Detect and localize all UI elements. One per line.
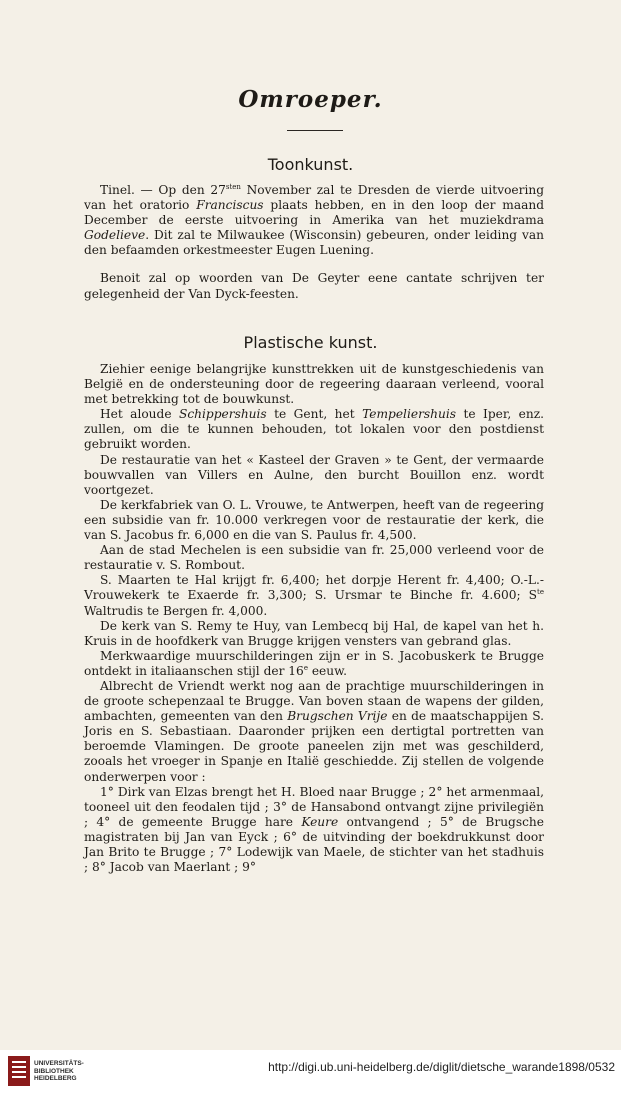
section-title-toonkunst: Toonkunst.	[267, 155, 354, 174]
paragraph-kerkfabriek: De kerkfabriek van O. L. Vrouwe, te Antwerpen, heeft van de regeering een subsidie van fr. 10.000 verkregen voor de restauratie der kerk, die van S. Jacobus fr. 6,000 en die van S. Paulus fr. 4,500.	[84, 497, 544, 543]
library-name: UNIVERSITÄTS- BIBLIOTHEK HEIDELBERG	[34, 1060, 84, 1082]
paragraph-remy: De kerk van S. Remy te Huy, van Lembecq bij Hal, de kapel van het h. Kruis in de hoofdkerk van Brugge krijgen vensters van gebrand glas.	[84, 618, 544, 648]
paragraph-onderwerpen: 1° Dirk van Elzas brengt het H. Bloed naar Brugge ; 2° het armenmaal, tooneel uit den feodalen tijd ; 3° de Hansabond ontvangt zijne privilegiën ; 4° de gemeente Brugge hare Keure ontvangend ; 5° de Brugsche magistraten bij Jan van Eyck ; 6° de uitvinding der boekdrukkunst door Jan Brito te Brugge ; 7° Lodewijk van Maele, de stichter van het stadhuis ; 8° Jacob van Maerlant ; 9°	[84, 784, 544, 875]
paragraph-maarten: S. Maarten te Hal krijgt fr. 6,400; het dorpje Herent fr. 4,400; O.-L.-Vrouwekerk te Exaerde fr. 3,300; S. Ursmar te Binche fr. 4.600; $S^{te}$ Waltrudis te Bergen fr. 4,000.	[84, 573, 544, 618]
paragraph-vriendt: Albrecht de Vriendt werkt nog aan de prachtige muurschilderingen in de groote schepenzaal te Brugge. Van boven staan de wapens der gilden, ambachten, gemeenten van den Brugschen Vrije en de maatschappijen S. Joris en S. Sebastiaan. Daaronder prijken een dertigtal portretten van beroemde Vlamingen. De groote paneelen zijn met was geschilderd, zooals het vroeger in Spanje en Italië geschiedde. Zij stellen de volgende onderwerpen voor :	[84, 678, 544, 784]
paragraph-tinel: Tinel. — Op den $27^{sten}$ November zal te Dresden de vierde uitvoering van het oratorio Franciscus plaats hebben, en in den loop der maand December de eerste uitvoering in Amerika van het muziekdrama Godelieve. Dit zal te Milwaukee (Wisconsin) gebeuren, onder leiding van den befaamden orkestmeester Eugen Luening.	[84, 182, 544, 258]
paragraph-intro: Ziehier eenige belangrijke kunsttrekken uit de kunstgeschiedenis van België en de ondersteuning door de regeering daaraan verleend, vooral met betrekking tot de bouwkunst.	[84, 362, 544, 407]
toonkunst-text	[84, 183, 544, 302]
paragraph-schippershuis: Het aloude Schippershuis te Gent, het Tempeliershuis te Iper, enz. zullen, om die te kunnen behouden, tot lokalen voor den postdienst gebruikt worden.	[84, 407, 544, 452]
paragraph-muurschilderingen: Merkwaardige muurschilderingen zijn er in S. Jacobuskerk te Brugge ontdekt in italiaanschen stijl der 16e eeuw.	[84, 648, 544, 678]
paragraph-kasteel: De restauratie van het « Kasteel der Graven » te Gent, der vermaarde bouwvallen van Villers en Aulne, den burcht Bouillon enz. wordt voortgezet.	[84, 452, 544, 497]
paragraph-benoit: Benoit zal op woorden van De Geyter eene cantate schrijven ter gelegenheid der Van Dyck-feesten.	[84, 271, 544, 301]
section-title-plastische: Plastische kunst.	[243, 333, 378, 352]
paragraph-mechelen: Aan de stad Mechelen is een subsidie van fr. 25,000 verleend voor de restauratie v. S. Rombout.	[84, 543, 544, 573]
page-heading: Omroeper.	[238, 86, 383, 113]
source-url-link[interactable]: http://digi.ub.uni-heidelberg.de/diglit/dietsche_warande1898/0532	[268, 1060, 615, 1074]
heading-rule	[287, 130, 343, 131]
plastische-text	[84, 362, 544, 875]
library-logo-icon	[8, 1056, 30, 1086]
